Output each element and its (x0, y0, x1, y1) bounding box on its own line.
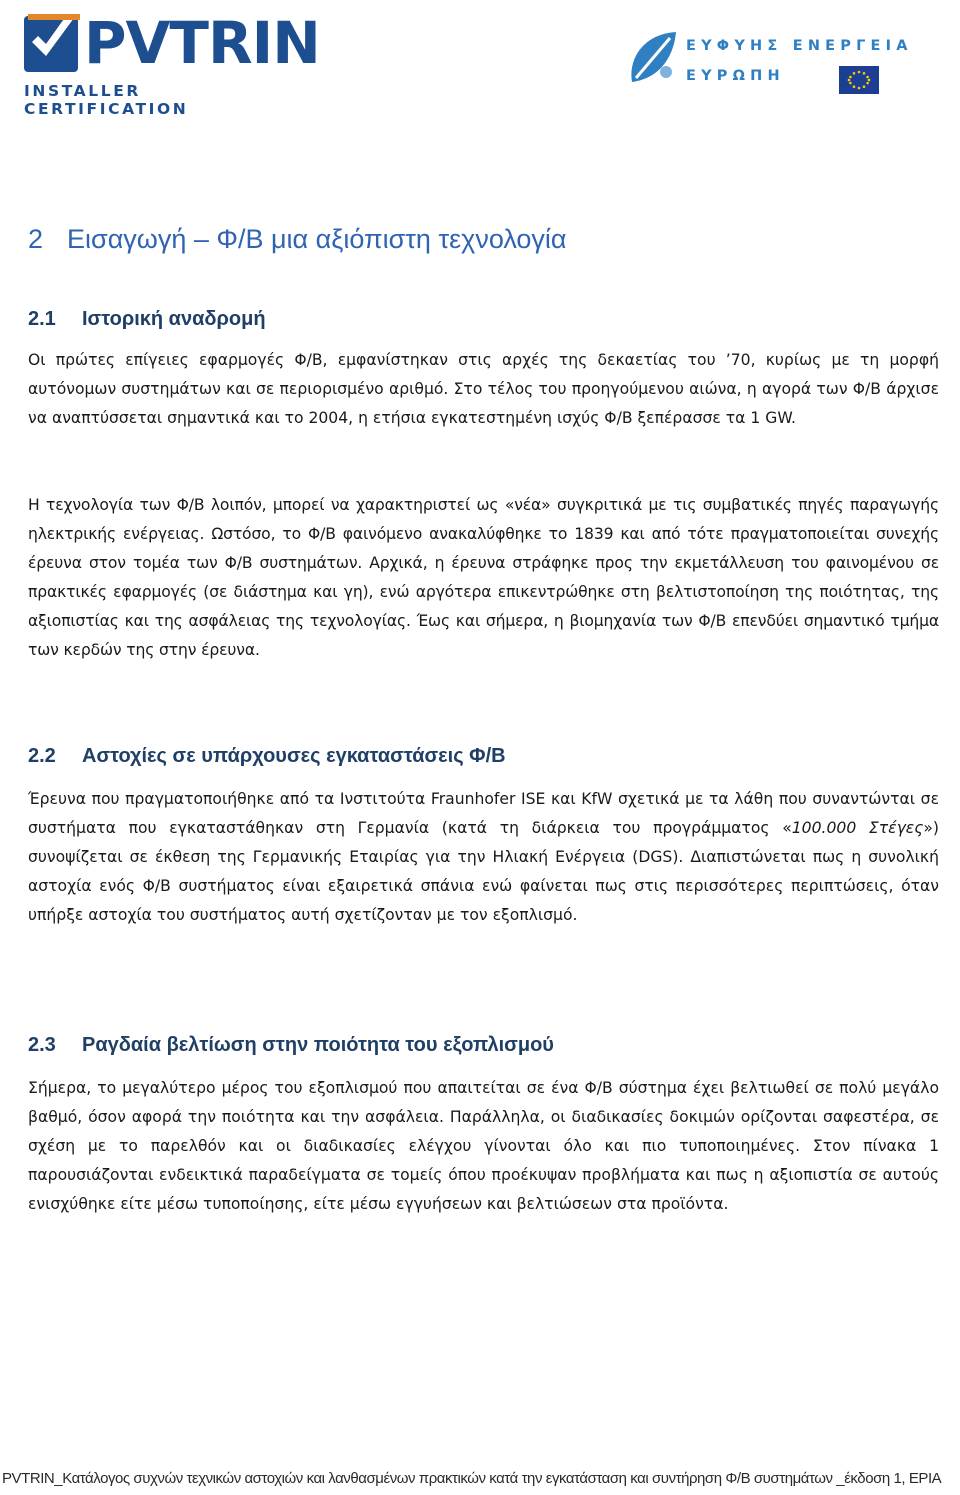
pvtrin-check-mark-icon (22, 10, 82, 76)
chapter-title: Εισαγωγή – Φ/Β μια αξιόπιστη τεχνολογία (67, 224, 567, 254)
section-number: 2.3 (28, 1034, 56, 1056)
intelligent-energy-europe-logo (626, 28, 956, 98)
section-title: Αστοχίες σε υπάρχουσες εγκαταστάσεις Φ/Β (82, 745, 506, 767)
section-title: Ιστορική αναδρομή (82, 308, 266, 330)
chapter-number: 2 (28, 224, 44, 254)
iee-logo-line-1: ΕΥΦΥΗΣ ΕΝΕΡΓΕΙΑ (686, 38, 913, 54)
pvtrin-logo (22, 8, 320, 118)
page-header (0, 0, 960, 118)
paragraph-2-2-text-end: ») συνοψίζεται σε έκθεση της Γερμανικής Εταιρίας για την Ηλιακή Ενέργεια (DGS). Διαπιστώνεται πως η συνολική αστοχία ενός Φ/Β συστήματος είναι εξαιρετικά σπάνια ενώ φαίνεται πως στις περισσότερες περιπτώσεις, όταν υπήρξε αστοχία του συστήματος αυτή σχετίζονταν με τον εξοπλισμό. (28, 819, 940, 924)
section-number: 2.1 (28, 308, 56, 330)
leaf-icon (626, 28, 682, 90)
paragraph-2-3: Σήμερα, το μεγαλύτερο μέρος του εξοπλισμού που απαιτείται σε ένα Φ/Β σύστημα έχει βελτιωθεί σε πολύ μεγάλο βαθμό, όσον αφορά την ποιότητα και την ασφάλεια. Παράλληλα, οι διαδικασίες δοκιμών ορίζονται σαφεστέρα, σε σχέση με το παρελθόν και οι διαδικασίες ελέγχου γίνονται όλο και πιο τυποποιημένες. Στον πίνακα 1 παρουσιάζονται ενδεικτικά παραδείγματα σε τομείς όπου προέκυψαν προβλήματα και πως η αξιοπιστία σε αυτούς ενισχύθηκε είτε μέσω τυποποίησης, είτε μέσω εγγυήσεων και βελτιώσεων στα προϊόντα. (28, 1079, 939, 1213)
paragraph-2-1-a: Οι πρώτες επίγειες εφαρμογές Φ/Β, εμφανίστηκαν στις αρχές της δεκαετίας του ’70, κυρίως με τη μορφή αυτόνομων συστημάτων και σε περιορισμένο αριθμό. Στο τέλος του προηγούμενου αιώνα, η αγορά των Φ/Β άρχισε να αναπτύσσεται σημαντικά και το 2004, η ετήσια εγκατεστημένη ισχύς Φ/Β ξεπέρασσε τα 1 GW. (28, 351, 939, 427)
pvtrin-logo-tagline: INSTALLER CERTIFICATION (24, 82, 189, 118)
pvtrin-logo-name: PVTRIN (84, 9, 320, 77)
section-heading-2-3 (28, 1034, 939, 1057)
eu-flag-icon (839, 66, 879, 94)
section-heading-2-1 (28, 308, 939, 331)
paragraph-2-1-b: Η τεχνολογία των Φ/Β λοιπόν, μπορεί να χαρακτηριστεί ως «νέα» συγκριτικά με τις συμβατικές πηγές παραγωγής ηλεκτρικής ενέργειας. Ωστόσο, το Φ/Β φαινόμενο ανακαλύφθηκε το 1839 και από τότε πραγματοποιείται συνεχής έρευνα στον τομέα των Φ/Β συστημάτων. Αρχικά, η έρευνα στράφηκε προς την εκμετάλλευση του φαινομένου σε πρακτικές εφαρμογές (σε διάστημα και γη), ενώ αργότερα επικεντρώθηκε στη βελτιστοποίηση της ποιότητας, της αξιοπιστίας και της ασφάλειας της τεχνολογίας. Έως και σήμερα, η βιομηχανία των Φ/Β επενδύει σημαντικό τμήμα των κερδών της στην έρευνα. (28, 496, 939, 659)
section-number: 2.2 (28, 745, 56, 767)
iee-logo-line-2: ΕΥΡΩΠΗ (686, 68, 785, 84)
page-footer: PVTRIN_Κατάλογος συχνών τεχνικών αστοχιών και λανθασμένων πρακτικών κατά την εγκατάσταση και συντήρηση Φ/Β συστημάτων _έκδοση 1, EPIA (2, 1470, 942, 1487)
paragraph-2-2-program-name: 100.000 Στέγες (791, 819, 924, 837)
chapter-heading (28, 224, 939, 255)
section-title: Ραγδαία βελτίωση στην ποιότητα του εξοπλισμού (82, 1034, 554, 1056)
paragraph-2-2-text-start: Έρευνα που πραγματοποιήθηκε από τα Ινστιτούτα Fraunhofer ISE και KfW σχετικά με τα λάθη που συναντώνται σε συστήματα που εγκαταστάθηκαν στη Γερμανία (κατά τη διάρκεια του προγράμματος « (28, 790, 939, 837)
paragraph-2-2 (28, 785, 939, 930)
section-heading-2-2 (28, 745, 939, 768)
